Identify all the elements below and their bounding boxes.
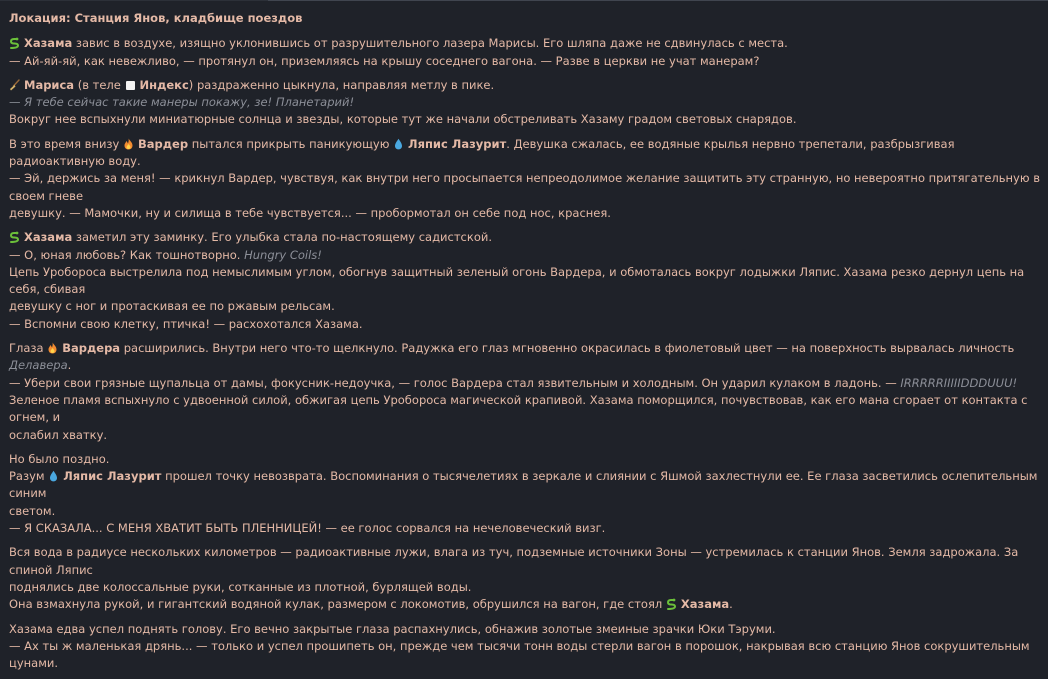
story-line	[9, 544, 1041, 579]
text-segment: Хазама	[680, 597, 730, 612]
story-paragraph	[9, 35, 1041, 70]
story-paragraph	[9, 451, 1041, 537]
text-segment: девушку с ног и протаскивая ее по ржавым рельсам.	[9, 299, 335, 314]
story-line	[9, 77, 1041, 94]
text-segment: Она взмахнула рукой, и гигантский водяной кулак, размером с локомотив, обрушился на вагон, где стоял	[9, 597, 666, 612]
story-line	[9, 136, 1041, 171]
text-segment: завис в воздухе, изящно уклонившись от разрушительного лазера Марисы. Его шляпа даже не сдвинулась с места.	[72, 36, 788, 51]
text-segment: (в теле	[74, 77, 125, 92]
text-segment: девушку. — Мамочки, ну и силища в тебе чувствуется... — пробормотал он себе под нос, краснея.	[9, 205, 611, 220]
text-segment: расширились. Внутри него что-то щелкнуло. Радужка его глаз мгновенно окрасилась в фиолетовый цвет — на поверхность вырвалась личность	[120, 341, 1015, 356]
story-line	[9, 111, 1041, 128]
text-segment: .	[729, 597, 733, 612]
location-heading: Локация: Станция Янов, кладбище поездов	[9, 11, 303, 25]
text-segment: прошел точку невозврата. Воспоминания о тысячелетиях в зеркале и слиянии с Яшмой захлестнули ее. Ее глаза засветились ослепительным синим	[9, 469, 1038, 501]
text-segment: Вся вода в радиусе нескольких километров — радиоактивные лужи, влага из туч, подземные источники Зоны — устремилась к станции Янов. Земля задрожала. За спиной Ляпис	[9, 545, 1019, 577]
story-line	[9, 170, 1041, 205]
text-segment: Вокруг нее вспыхнули миниатюрные солнца и звезды, которые тут же начали обстреливать Хазаму градом световых снарядов.	[9, 112, 797, 127]
story-line	[9, 579, 1041, 596]
story-line	[9, 638, 1041, 673]
text-segment: Мариса	[24, 77, 75, 92]
text-segment: Хазама	[24, 230, 73, 245]
story-line	[9, 451, 1041, 468]
text-segment: Вардер	[138, 136, 189, 151]
snake-icon	[9, 231, 20, 243]
text-segment: ослабил хватку.	[9, 427, 108, 442]
text-segment: Глаза	[9, 341, 48, 356]
text-segment: Хазама	[24, 36, 73, 51]
text-segment: — Ах ты ж маленькая дрянь... — только и успел прошипеть он, прежде чем тысячи тонн воды стерли вагон в порошок, накрывая всю станцию Янов сокрушительным цунами.	[9, 638, 1030, 671]
story-line	[9, 340, 1041, 375]
top-divider	[0, 0, 1048, 1]
story-line	[9, 520, 1041, 537]
text-segment: — Убери свои грязные щупальца от дамы, фокусник-недоучка, — голос Вардера стал язвительным и холодным. Он ударил кулаком в ладонь. —	[9, 375, 901, 390]
text-segment: Разум	[9, 469, 49, 484]
text-segment: В это время внизу	[9, 136, 123, 151]
story-line	[9, 427, 1041, 444]
story-line	[9, 264, 1041, 299]
story-line	[9, 621, 1041, 638]
text-segment: — Ай-яй-яй, как невежливо, — протянул он, приземляясь на крышу соседнего вагона. — Разве в церкви не учат манерам?	[9, 53, 760, 68]
text-segment: пытался прикрыть паникующую	[188, 136, 394, 151]
story-paragraph	[9, 544, 1041, 613]
text-segment: — Эй, держись за меня! — крикнул Вардер, чувствуя, как внутри него просыпается непреодолимое желание защитить эту странную, но невероятно притягательную в своем гневе	[9, 171, 1040, 203]
story-paragraph	[9, 621, 1041, 673]
story-line	[9, 375, 1041, 392]
story-text	[9, 35, 1041, 672]
text-segment: заметил эту заминку. Его улыбка стала по-настоящему садистской.	[72, 230, 492, 245]
story-line	[9, 596, 1041, 613]
message-content	[9, 10, 1041, 679]
white-square-icon	[125, 79, 136, 91]
text-segment: Ляпис Лазурит	[63, 469, 162, 484]
story-line	[9, 35, 1041, 52]
snake-icon	[666, 598, 677, 610]
text-segment: Но было поздно.	[9, 451, 110, 466]
story-line	[9, 392, 1041, 427]
story-line	[9, 298, 1041, 315]
story-line	[9, 94, 1041, 111]
text-segment: —	[9, 95, 25, 110]
story-paragraph	[9, 136, 1041, 222]
text-segment: . Девушка сжалась, ее водяные крылья нервно трепетали, разбрызгивая радиоактивную воду.	[9, 136, 955, 169]
text-segment: Ляпис Лазурит	[408, 136, 507, 151]
story-paragraph	[9, 340, 1041, 444]
droplet-icon	[48, 470, 59, 482]
text-segment: — Вспомни свою клетку, птичка! — расхохотался Хазама.	[9, 316, 363, 331]
story-paragraph	[9, 77, 1041, 129]
text-segment: — Я СКАЗАЛА... С МЕНЯ ХВАТИТ БЫТЬ ПЛЕННИЦЕЙ! — ее голос сорвался на нечеловеческий визг.	[9, 521, 606, 536]
text-segment: — О, юная любовь? Как тошнотворно.	[9, 247, 245, 262]
droplet-icon	[393, 138, 404, 150]
text-segment: Хазама едва успел поднять голову. Его вечно закрытые глаза распахнулись, обнажив золотые змеиные зрачки Юки Тэруми.	[9, 621, 776, 636]
fire-icon	[47, 342, 58, 354]
text-segment: светом.	[9, 503, 56, 518]
story-line	[9, 247, 1041, 264]
text-segment: поднялись две колоссальные руки, сотканные из плотной, бурлящей воды.	[9, 579, 472, 594]
story-line	[9, 53, 1041, 70]
text-segment: .	[67, 358, 72, 373]
text-segment: Делавера	[9, 358, 68, 373]
snake-icon	[9, 37, 20, 49]
story-line	[9, 468, 1041, 503]
fire-icon	[123, 138, 134, 150]
text-segment: Индекс	[139, 77, 189, 92]
story-line	[9, 503, 1041, 520]
story-line	[9, 205, 1041, 222]
text-segment: ) раздраженно цыкнула, направляя метлу в пике.	[188, 77, 495, 92]
text-segment: Я тебе сейчас такие манеры покажу, зе! Планетарий!	[24, 95, 355, 110]
text-segment: Зеленое пламя вспыхнуло с удвоенной силой, обжигая цепь Уробороса магической крапивой. Хазама поморщился, почувствовав, как его мана сгорает от контакта с огнем, и	[9, 392, 1028, 425]
story-line	[9, 229, 1041, 246]
story-line	[9, 316, 1041, 333]
story-paragraph	[9, 229, 1041, 333]
text-segment: Вардера	[62, 341, 121, 356]
text-segment: IRRRRRIIIIIDDDUUU!	[900, 375, 1018, 390]
text-segment: Hungry Coils!	[244, 247, 322, 262]
broom-icon	[9, 79, 20, 91]
text-segment: Цепь Уробороса выстрелила под немыслимым углом, обогнув защитный зеленый огонь Вардера, и обмоталась вокруг лодыжки Ляпис. Хазама резко дернул цепь на себя, сбивая	[9, 264, 1025, 297]
